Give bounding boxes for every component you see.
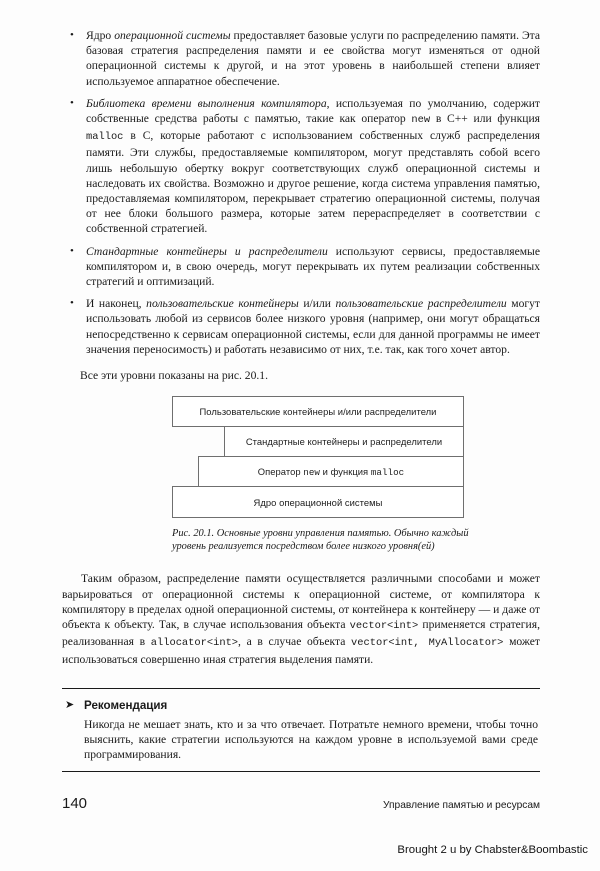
plain-text: , а в случае объекта (238, 635, 352, 649)
code-term: malloc (86, 131, 124, 144)
page-footer (62, 795, 540, 812)
figure-caption: Рис. 20.1. Основные уровни управления памятью. Обычно каждый уровень реализуется посредством более низкого уровня(ей) (172, 528, 469, 553)
list-item (62, 244, 540, 290)
code-term: vector<int> (349, 620, 419, 633)
code-term: new (411, 114, 431, 127)
diagram-layer-label: Пользовательские контейнеры и/или распределители (199, 406, 437, 418)
recommendation-title (62, 698, 540, 713)
recommendation-box (62, 688, 540, 772)
malloc-function-code: malloc (370, 466, 405, 478)
layer-stack-diagram (172, 396, 464, 518)
recommendation-title-text: Рекомендация (84, 699, 168, 713)
body-paragraph (62, 571, 540, 667)
page-content (62, 28, 540, 772)
diagram-layer-new-malloc (198, 456, 464, 487)
diagram-layer-user-containers (172, 396, 464, 427)
figure-20-1 (62, 396, 540, 518)
plain-text: Ядро (86, 29, 115, 42)
code-term: allocator<int> (150, 637, 239, 650)
plain-text: и/или (298, 297, 336, 311)
recommendation-body: Никогда не мешает знать, кто и за что отвечает. Потратьте немного времени, чтобы точно выяснить, какие стратегии используются на каждом уровне в используемой вами среде программирования. (84, 718, 538, 762)
figure-intro-text: Все эти уровни показаны на рис. 20.1. (80, 369, 268, 383)
plain-text: Таким образом, распределение памяти осуществляется различными способами и может варьироваться от операционной системы к операционной системе, от компилятора к компилятору в пределах одной операционной системы, от контейнера к контейнеру — и даже от объекта к объекту. Так, в случае использования объекта (62, 572, 540, 632)
bullet-list (62, 28, 540, 357)
plain-text: в C, которые работают с использованием собственных служб распределения памяти. Эти службы, предоставляемые компилятором, могут представлять собой всего лишь небольшую обертку вокруг соответствующих служб операционной системы и наследовать их свойства. Возможно и другое решение, когда система управления памятью, предоставляемая компилятором, перекрывает стратегию операционной системы, получая от нее блоки большого размера, которые затем перераспределяет в соответствии с собственной стратегией. (86, 129, 540, 236)
plain-text: может использоваться совершенно иная стратегия выделения памяти. (62, 635, 540, 666)
new-operator-code: new (303, 466, 320, 478)
arrow-right-icon: ➤ (65, 699, 75, 712)
page-number: 140 (62, 795, 88, 812)
diagram-layer-os-kernel (172, 486, 464, 518)
emphasis-text: пользовательские контейнеры (146, 297, 299, 311)
chapter-title: Управление памятью и ресурсам (383, 800, 540, 811)
watermark: Brought 2 u by Chabster&Boombastic (397, 844, 588, 856)
diagram-layer-label: Ядро операционной системы (253, 496, 383, 508)
bullet-marker-icon: • (70, 297, 74, 310)
diagram-layer-label: Стандартные контейнеры и распределители (245, 436, 443, 448)
bullet-marker-icon: • (70, 29, 74, 41)
list-item-text (86, 244, 540, 290)
list-item (62, 28, 540, 89)
plain-text: И наконец, (86, 297, 147, 311)
emphasis-text: операционной системы (114, 29, 231, 42)
emphasis-text: Стандартные контейнеры и распределители (86, 244, 328, 258)
list-item (62, 296, 540, 357)
plain-text: используют сервисы, предоставляемые компилятором и, в свою очередь, могут перекрывать их путем реализации собственных стратегий и оптимизаций. (86, 244, 540, 289)
emphasis-text: пользовательские распределители (335, 297, 507, 311)
diagram-layer-standard-containers (224, 426, 464, 457)
plain-text: могут использовать любой из сервисов более низкого уровня (например, они могут обращаться непосредственно к сервисам операционной системы, если для данной программы не имеет значения переносимость) и работать независимо от них, т.е. так, как того хочет автор. (86, 297, 541, 356)
code-term: vector<int, MyAllocator> (351, 637, 504, 650)
bullet-marker-icon: • (70, 96, 74, 109)
emphasis-text: Библиотека времени выполнения компилятора (86, 96, 327, 110)
plain-text: применяется стратегия, реализованная в (62, 618, 540, 649)
list-item-text (86, 96, 540, 237)
plain-text: предоставляет базовые услуги по распределению памяти. Эта базовая стратегия распределения памяти и ее свойства могут изменяться от одной операционной системы к другой, и на этот уровень в наибольшей степени влияет используемое аппаратное обеспечение. (86, 29, 541, 88)
plain-text: в C++ или функция (430, 112, 540, 126)
list-item-text (86, 296, 540, 357)
bullet-marker-icon: • (70, 244, 74, 257)
list-item (62, 96, 540, 237)
plain-text: , используемая по умолчанию, содержит собственные средства работы с памятью, такие как оператор (86, 96, 540, 126)
list-item-text (86, 28, 540, 89)
diagram-layer-label: Оператор new и функция malloc (257, 465, 405, 478)
